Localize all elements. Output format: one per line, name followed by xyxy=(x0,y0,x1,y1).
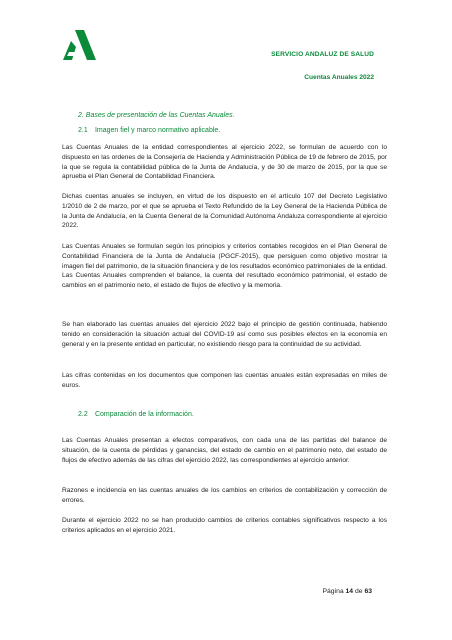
total-pages: 63 xyxy=(364,588,372,595)
junta-andalucia-logo-icon xyxy=(60,30,98,60)
paragraph: Las cifras contenidas en los documentos que componen las cuentas anuales están expresadas en miles de euros. xyxy=(62,372,387,389)
page-label: Página xyxy=(322,588,344,595)
paragraph: Se han elaborado las cuentas anuales del ejercicio 2022 bajo el principio de gestión continuada, habiendo tenido en consideración la situación actual del COVID-19 así como sus posibles efectos en la economía en general y en la presente entidad en particular, no existiendo riesgo para la continuidad de su actividad. xyxy=(62,321,387,348)
page-footer xyxy=(322,588,372,595)
paragraph: Durante el ejercicio 2022 no se han producido cambios de criterios contables significativos respecto a los criterios aplicados en el ejercicio 2021. xyxy=(62,517,387,534)
of-label: de xyxy=(354,588,363,595)
subsection-number: 2.1 xyxy=(78,127,88,134)
subsection-number: 2.2 xyxy=(78,411,88,418)
page-number: 14 xyxy=(345,588,354,595)
paragraph: Dichas cuentas anuales se incluyen, en virtud de los dispuesto en el artículo 107 del Decreto Legislativo 1/2010 de 2 de marzo, por el que se aprueba el Texto Refundido de la Ley General de la Hacienda Pública de la Junta de Andalucía, en la Cuenta General de la Comunidad Autónoma Andaluza correspondiente al ejercicio 2022. xyxy=(62,193,387,230)
paragraph: Las Cuentas Anuales de la entidad correspondientes al ejercicio 2022, se formulan de acuerdo con lo dispuesto en las ordenes de la Consejería de Hacienda y Administración Pública de 19 de febrero de 2015, por la que se regula la contabilidad pública de la Junta de Andalucía, y de 30 de marzo de 2015, por la que se aprueba el Plan General de Contabilidad Financiera. xyxy=(62,144,387,181)
paragraph: Las Cuentas Anuales se formulan según los principios y criterios contables recogidos en el Plan General de Contabilidad Financiera de la Junta de Andalucía (PGCF-2015), que persiguen como objetivo mostrar la imagen fiel del patrimonio, de la situación financiera y de los resultados económico patrimoniales de la entidad. Las Cuentas Anuales comprenden el balance, la cuenta del resultado económico patrimonial, el estado de cambios en el patrimonio neto, el estado de flujos de efectivo y la memoria. xyxy=(62,243,387,290)
paragraph: Razones e incidencia en las cuentas anuales de los cambios en criterios de contabilización y corrección de errores. xyxy=(62,487,387,504)
subsection-title: Imagen fiel y marco normativo aplicable. xyxy=(94,127,221,134)
subsection-heading-2-1 xyxy=(78,127,220,134)
subsection-heading-2-2 xyxy=(78,411,194,418)
paragraph: Las Cuentas Anuales presentan a efectos comparativos, con cada una de las partidas del balance de situación, de la cuenta de pérdidas y ganancias, del estado de cambio en el patrimonio neto, del estado de flujos de efectivo además de las cifras del ejercicio 2022, las correspondientes al ejercicio anterior. xyxy=(62,437,387,464)
section-title: 2. Bases de presentación de las Cuentas Anuales. xyxy=(78,112,235,119)
header-document-title: Cuentas Anuales 2022 xyxy=(304,74,374,81)
subsection-title: Comparación de la información. xyxy=(94,411,194,418)
header-organization: SERVICIO ANDALUZ DE SALUD xyxy=(271,51,374,58)
